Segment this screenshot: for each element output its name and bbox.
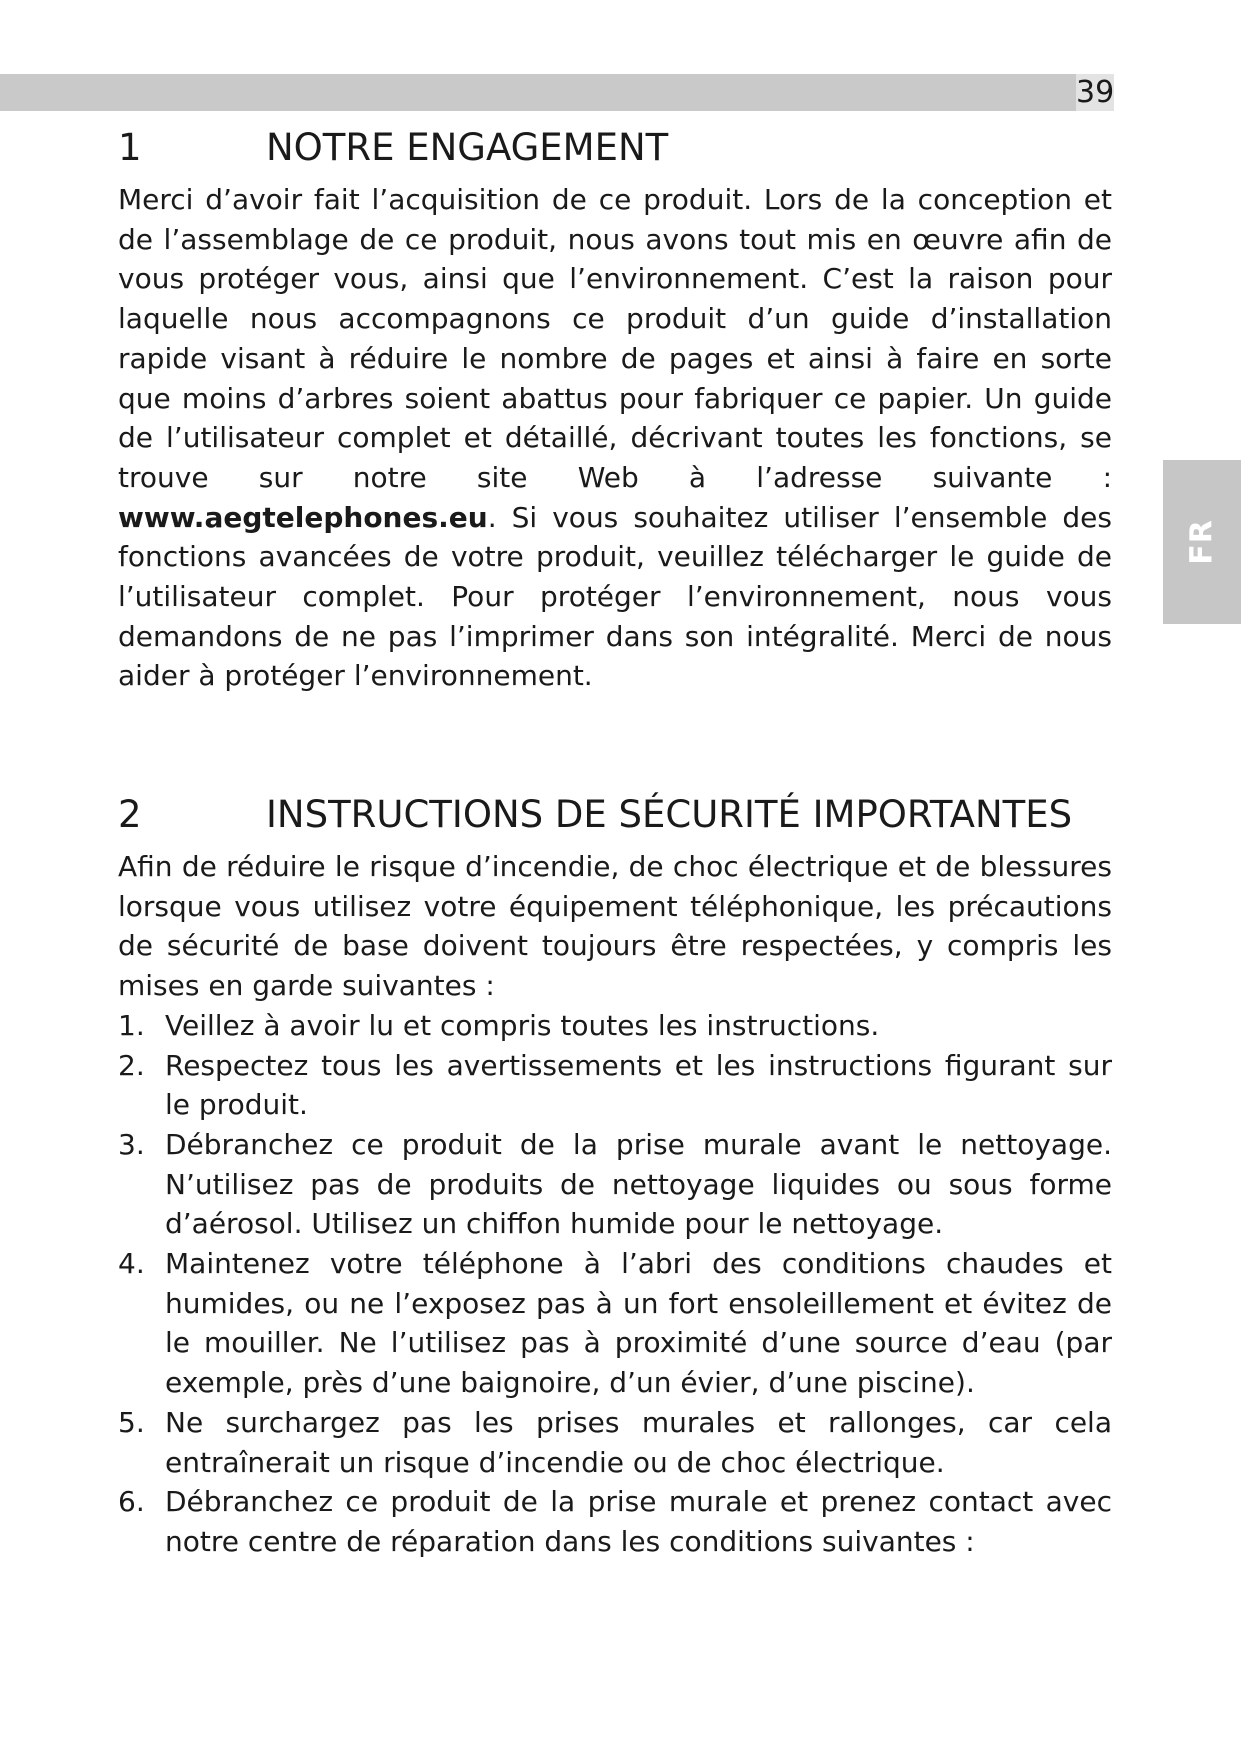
list-item (118, 1482, 1112, 1561)
list-item-number: 5. (118, 1405, 145, 1439)
list-item-text: Débranchez ce produit de la prise murale avant le nettoyage. N’utilisez pas de produits de nettoyage liquides ou sous forme d’aérosol. Utilisez un chiffon humide pour le nettoyage. (165, 1127, 1112, 1241)
list-item (118, 1403, 1112, 1482)
language-tab-label: FR (1184, 519, 1220, 565)
paragraph-text-before-link: Merci d’avoir fait l’acquisition de ce produit. Lors de la conception et de l’assemblage de ce produit, nous avons tout mis en œuvre afin de vous protéger vous, ainsi que l’environnement. C’est la raison pour laquelle nous accompagnons ce produit d’un guide d’installation rapide visant à réduire le nombre de pages et ainsi à faire en sorte que moins d’arbres soient abattus pour fabriquer ce papier. Un guide de l’utilisateur complet et détaillé, décrivant toutes les fonctions, se trouve sur notre site Web à l’adresse suivante : (118, 183, 1112, 494)
list-item-number: 4. (118, 1247, 145, 1281)
safety-instructions-list (118, 1006, 1112, 1562)
list-item (118, 1125, 1112, 1244)
list-item-text: Respectez tous les avertissements et les instructions figurant sur le produit. (165, 1048, 1112, 1122)
section-title: NOTRE ENGAGEMENT (266, 126, 669, 169)
list-item-text: Débranchez ce produit de la prise murale et prenez contact avec notre centre de réparation dans les conditions suivantes : (165, 1485, 1112, 1558)
list-item-number: 2. (118, 1048, 145, 1082)
list-item-number: 6. (118, 1485, 145, 1519)
section-our-commitment (118, 126, 1112, 696)
paragraph-text-after-link: . Si vous souhaitez utiliser l’ensemble des fonctions avancées de votre produit, veuillez télécharger le guide de l’utilisateur complet. Pour protéger l’environnement, nous vous demandons de ne pas l’imprimer dans son intégralité. Merci de nous aider à protéger l’environnement. (118, 500, 1112, 693)
commitment-paragraph (118, 180, 1112, 696)
section-number: 1 (118, 126, 142, 169)
section-heading (118, 126, 1112, 170)
section-number: 2 (118, 793, 142, 836)
safety-intro-paragraph: Afin de réduire le risque d’incendie, de choc électrique et de blessures lorsque vous utilisez votre équipement téléphonique, les précautions de sécurité de base doivent toujours être respectées, y compris les mises en garde suivantes : (118, 850, 1112, 1003)
page-number: 39 (1076, 75, 1115, 110)
language-tab (1163, 460, 1241, 624)
website-link[interactable]: www.aegtelephones.eu (118, 500, 488, 534)
list-item (118, 1046, 1112, 1125)
section-title: INSTRUCTIONS DE SÉCURITÉ IMPORTANTES (266, 793, 1073, 836)
list-item (118, 1006, 1112, 1046)
list-item-text: Maintenez votre téléphone à l’abri des conditions chaudes et humides, ou ne l’exposez pas à un fort ensoleillement et évitez de le mouiller. Ne l’utilisez pas à proximité d’une source d’eau (par exemple, près d’une baignoire, d’un évier, d’une piscine). (165, 1247, 1112, 1400)
list-item (118, 1244, 1112, 1403)
header-bar (0, 74, 1076, 111)
list-item-text: Ne surchargez pas les prises murales et rallonges, car cela entraînerait un risque d’incendie ou de choc électrique. (165, 1405, 1112, 1479)
section-heading (118, 793, 1112, 837)
list-item-number: 1. (118, 1008, 145, 1042)
list-item-number: 3. (118, 1127, 145, 1161)
section-safety-instructions (118, 793, 1112, 1562)
list-item-text: Veillez à avoir lu et compris toutes les instructions. (165, 1008, 880, 1042)
